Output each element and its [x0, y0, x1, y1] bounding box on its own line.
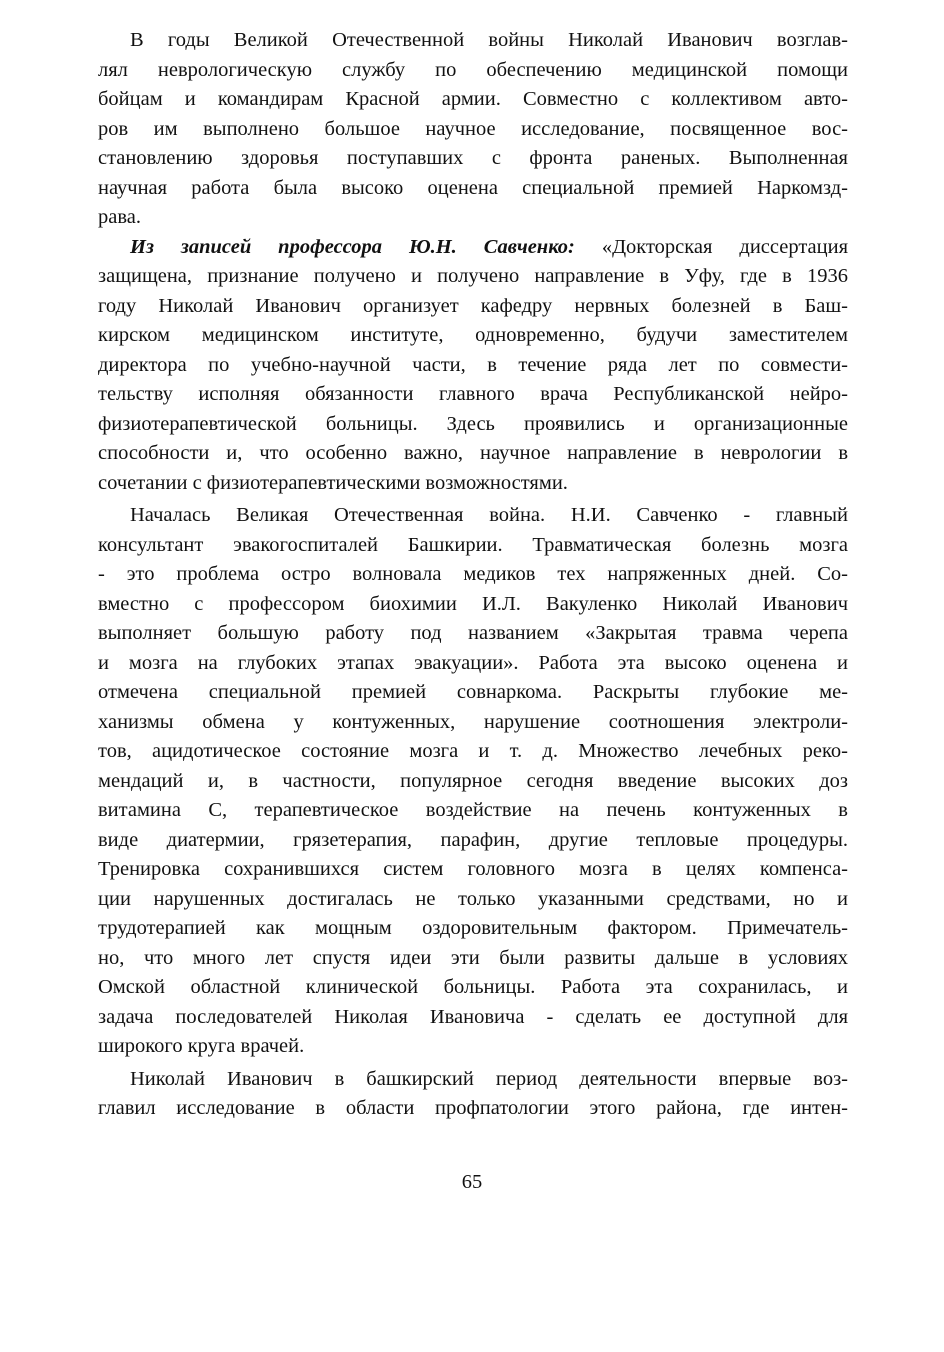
text-line: сочетании с физиотерапевтическими возможностями. [98, 471, 568, 494]
text-line: выполняет большую работу под названием «Закрытая травма черепа [98, 622, 848, 644]
text-line: физиотерапевтической больницы. Здесь проявились и организационные [98, 412, 848, 435]
text-line: тельству исполняя обязанности главного врача Республиканской нейро- [98, 383, 848, 405]
text-line: рава. [98, 206, 141, 228]
text-line: Тренировка сохранившихся систем головного мозга в целях компенса- [98, 858, 848, 880]
text-line: консультант эвакогоспиталей Башкирии. Травматическая болезнь мозга [98, 533, 848, 556]
text-line: Омской областной клинической больницы. Работа эта сохранилась, и [98, 976, 848, 998]
paragraph [98, 26, 848, 233]
text-line: вместно с профессором биохимии И.Л. Вакуленко Николай Иванович [98, 592, 848, 615]
text-line: отмечена специальной премией совнаркома. Раскрыты глубокие ме- [98, 681, 848, 703]
text-line: но, что много лет спустя идеи эти были развиты дальше в условиях [98, 946, 848, 969]
text-line: году Николай Иванович организует кафедру нервных болезней в Баш- [98, 294, 848, 317]
author-attribution: Из записей профессора Ю.Н. Савченко: [130, 235, 575, 258]
text-line: В годы Великой Отечественной войны Николай Иванович возглав- [130, 29, 848, 51]
text-line: научная работа была высоко оценена специальной премией Наркомзд- [98, 176, 848, 199]
text-line: становлению здоровья поступавших с фронта раненых. Выполненная [98, 147, 848, 169]
text-line: задача последователей Николая Ивановича - сделать ее доступной для [98, 1005, 848, 1028]
text-line: мендаций и, в частности, популярное сегодня введение высоких доз [98, 769, 848, 792]
text-line: Николай Иванович в башкирский период деятельности впервые воз- [130, 1067, 848, 1090]
text-line: витамина С, терапевтическое воздействие на печень контуженных в [98, 799, 848, 821]
text-line: бойцам и командирам Красной армии. Совместно с коллективом авто- [98, 88, 848, 110]
paragraph [98, 233, 848, 499]
text-line: Началась Великая Отечественная война. Н.И. Савченко - главный [130, 504, 848, 526]
text-line: директора по учебно-научной части, в течение ряда лет по совмести- [98, 353, 848, 376]
text-line: лял неврологическую службу по обеспечению медицинской помощи [98, 58, 848, 81]
text-line: и мозга на глубоких этапах эвакуации». Работа эта высоко оценена и [98, 651, 848, 674]
page-number: 65 [461, 1171, 483, 1193]
text-line: защищена, признание получено и получено направление в Уфу, где в 1936 [98, 265, 848, 287]
paragraph [98, 1065, 848, 1124]
text-line: способности и, что особенно важно, научное направление в неврологии в [98, 442, 848, 464]
text-line: ции нарушенных достигалась не только указанными средствами, но и [98, 887, 848, 910]
text-line: кирском медицинском институте, одновременно, будучи заместителем [98, 324, 848, 346]
quote-start: «Докторская диссертация [574, 235, 848, 258]
text-line: главил исследование в области профпатологии этого района, где интен- [98, 1097, 848, 1119]
text-line: трудотерапией как мощным оздоровительным фактором. Примечатель- [98, 917, 848, 939]
text-line: ханизмы обмена у контуженных, нарушение соотношения электроли- [98, 710, 848, 733]
text-line [98, 233, 848, 263]
text-line: ров им выполнено большое научное исследование, посвященное вос- [98, 117, 848, 140]
text-line: тов, ацидотическое состояние мозга и т. д. Множество лечебных реко- [98, 740, 848, 762]
text-line: широкого круга врачей. [98, 1035, 305, 1057]
paragraph [98, 501, 848, 1062]
text-line: - это проблема остро волновала медиков тех напряженных дней. Со- [98, 563, 848, 585]
document-page [98, 26, 848, 1124]
text-line: виде диатермии, грязетерапия, парафин, другие тепловые процедуры. [98, 828, 848, 851]
